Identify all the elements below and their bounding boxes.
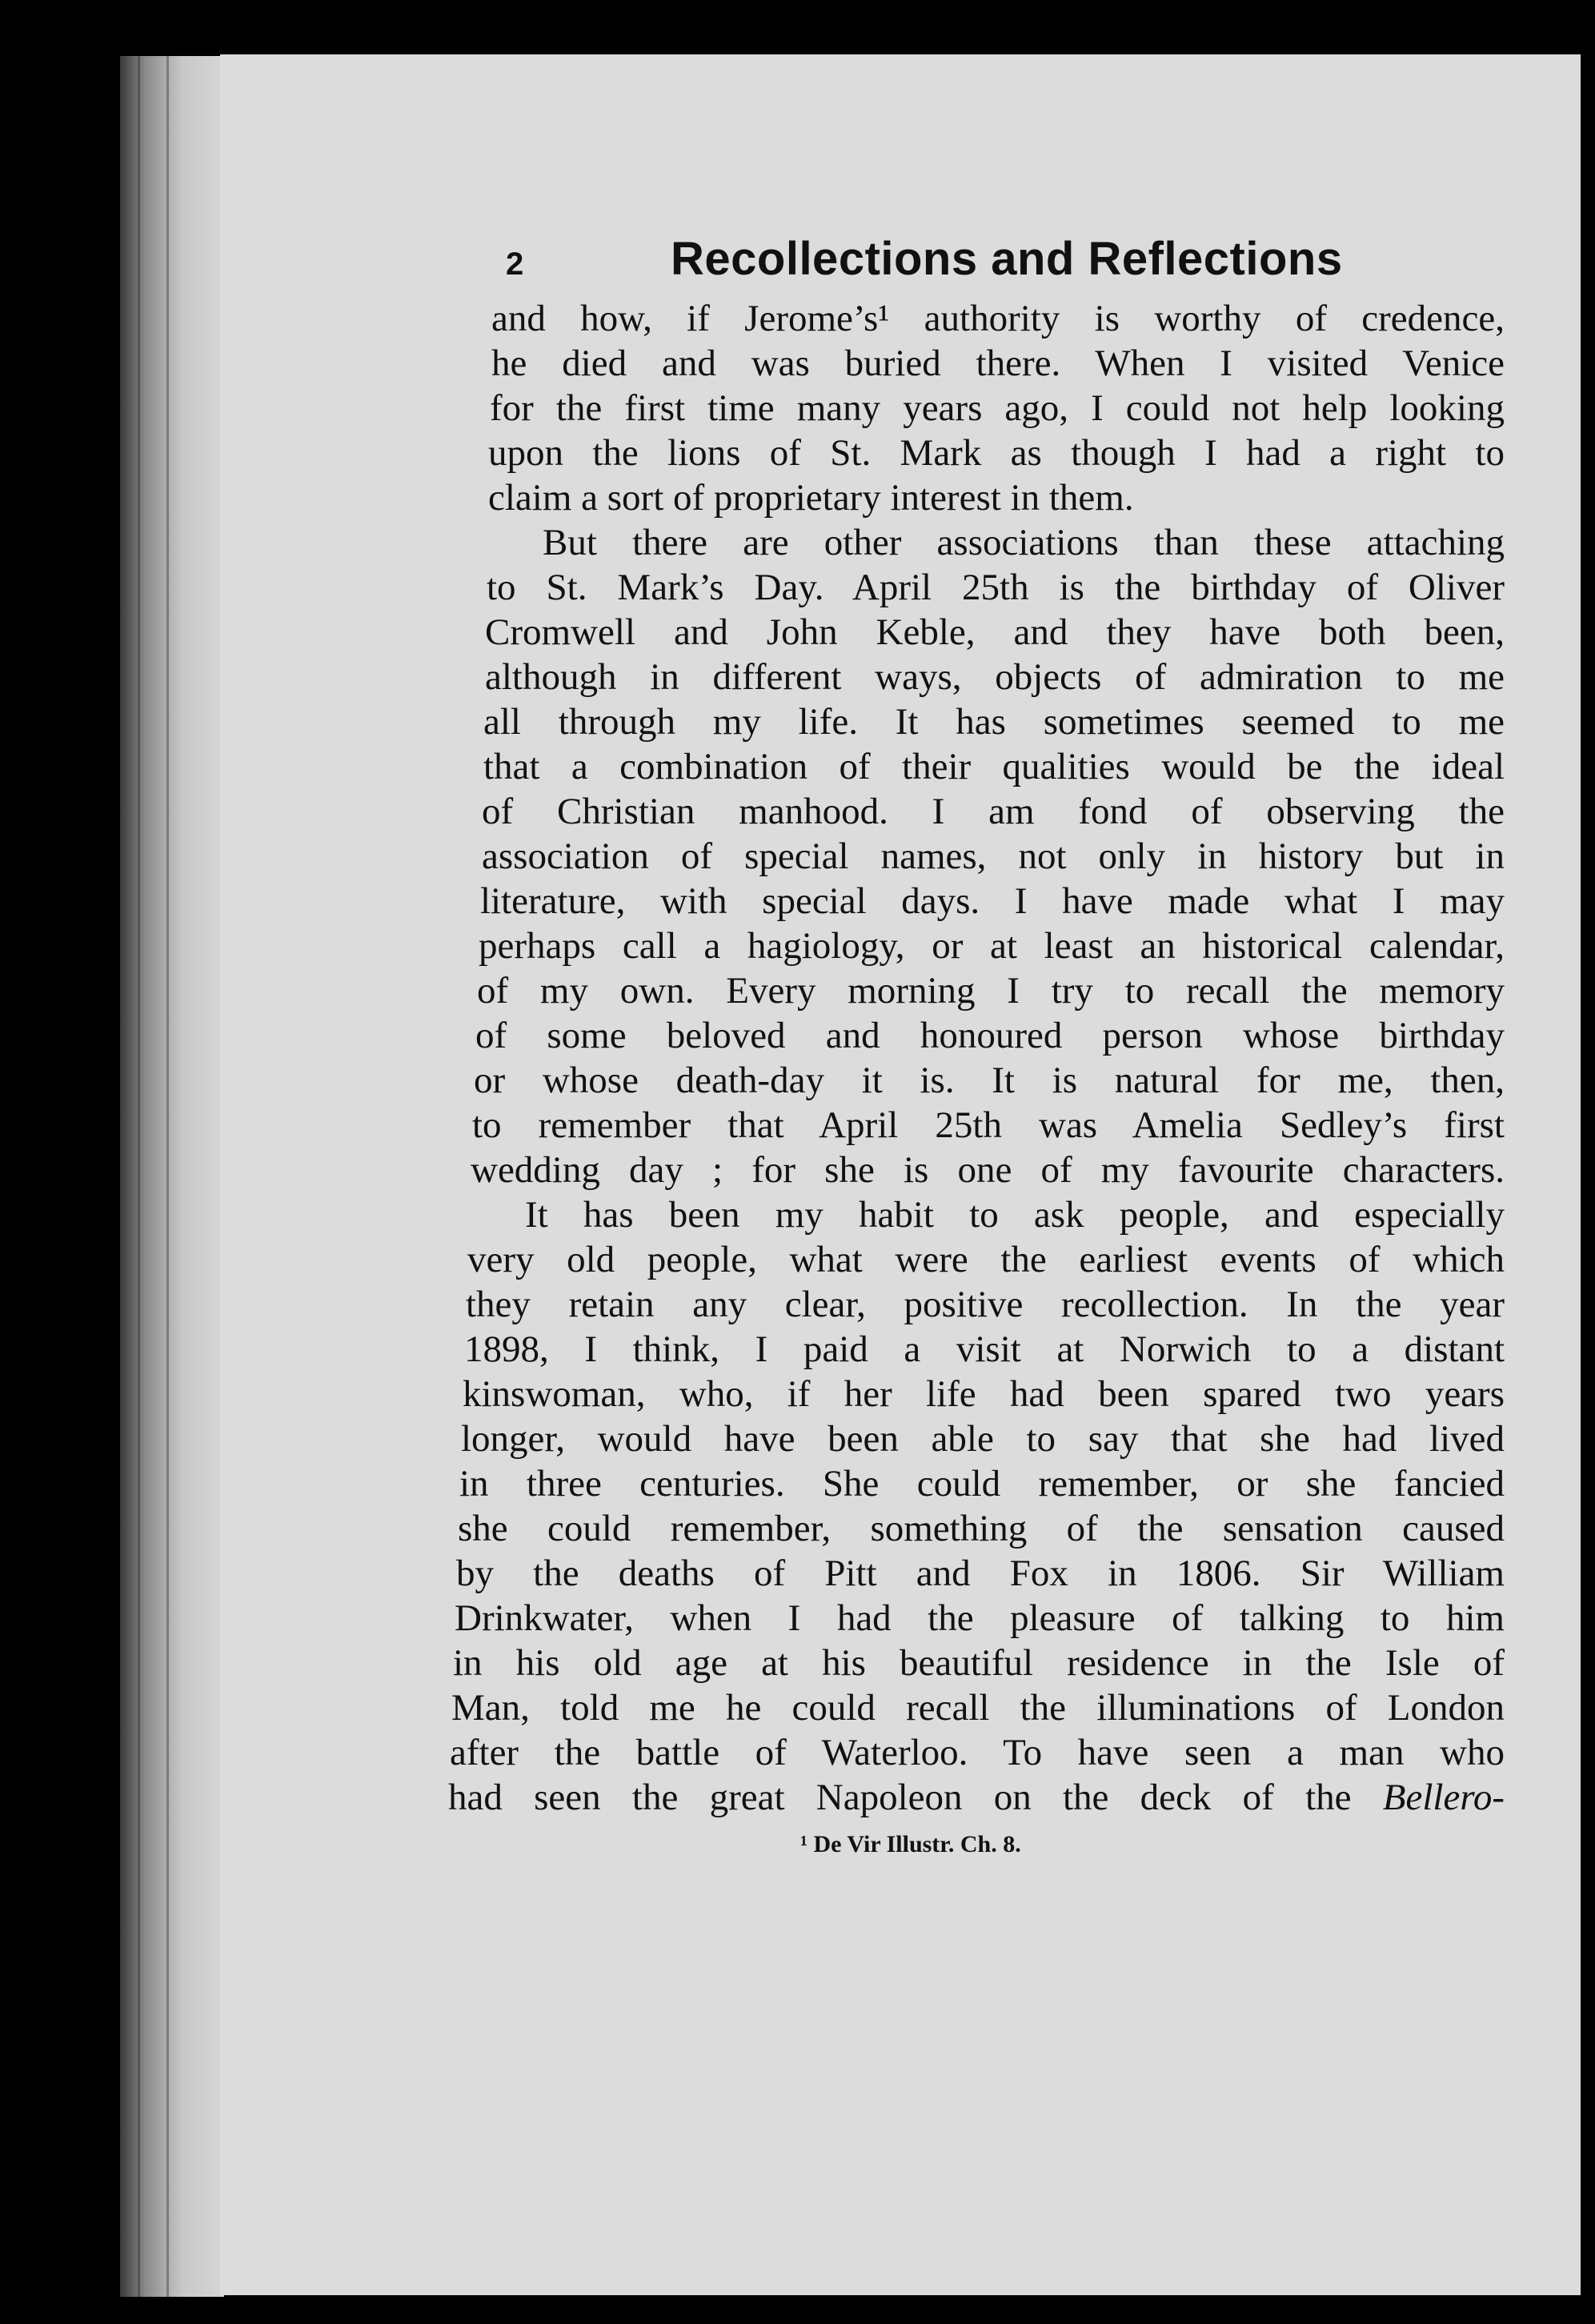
text-line: literature, with special days. I have made what I may — [480, 880, 1505, 922]
spine-edge-line — [166, 56, 169, 2297]
page-header — [464, 232, 1505, 296]
text-line: perhaps call a hagiology, or at least an historical calendar, — [479, 925, 1505, 967]
text-line: all through my life. It has sometimes seemed to me — [483, 701, 1505, 743]
text-line: Drinkwater, when I had the pleasure of talking to him — [455, 1597, 1505, 1639]
text-line: to remember that April 25th was Amelia Sedley’s first — [472, 1104, 1505, 1146]
text-line: association of special names, not only in history but in — [482, 835, 1505, 877]
text-line: upon the lions of St. Mark as though I had a right to — [488, 432, 1505, 474]
scan-speck — [552, 18, 560, 24]
text-line: It has been my habit to ask people, and especially — [525, 1194, 1505, 1236]
text-line: and how, if Jerome’s¹ authority is worthy of credence, — [491, 298, 1505, 339]
text-line: of my own. Every morning I try to recall the memory — [477, 970, 1505, 1012]
text-line: in three centuries. She could remember, or she fancied — [459, 1463, 1505, 1505]
text-line: of Christian manhood. I am fond of observing the — [482, 791, 1505, 832]
text-line: But there are other associations than these attaching — [543, 522, 1505, 563]
text-line-last — [448, 1775, 1505, 1820]
text-line: or whose death-day it is. It is natural for me, then, — [474, 1060, 1505, 1101]
text-line: Man, told me he could recall the illuminations of London — [451, 1687, 1505, 1729]
running-head: Recollections and Reflections — [671, 233, 1343, 285]
text-line: she could remember, something of the sensation caused — [458, 1508, 1505, 1549]
text-line: wedding day ; for she is one of my favourite characters. — [471, 1149, 1505, 1191]
body-text — [448, 296, 1505, 1820]
text-line: Cromwell and John Keble, and they have both been, — [485, 611, 1505, 653]
text-line: to St. Mark’s Day. April 25th is the birthday of Oliver — [487, 567, 1505, 608]
text-line: 1898, I think, I paid a visit at Norwich to a distant — [464, 1328, 1505, 1370]
text-line-italic-tail: Bellero- — [1382, 1777, 1505, 1818]
page-number: 2 — [506, 246, 524, 282]
text-line: they retain any clear, positive recollection. In the year — [466, 1284, 1505, 1325]
text-line: for the first time many years ago, I could not help looking — [490, 387, 1505, 429]
text-line: very old people, what were the earliest events of which — [467, 1239, 1505, 1280]
footnote: ¹ De Vir Illustr. Ch. 8. — [800, 1831, 1021, 1857]
text-line: claim a sort of proprietary interest in them. — [488, 477, 1134, 519]
text-line: he died and was buried there. When I visited Venice — [491, 343, 1505, 384]
text-line: longer, would have been able to say that she had lived — [461, 1418, 1505, 1460]
text-line: that a combination of their qualities would be the ideal — [483, 746, 1505, 787]
text-line-main: had seen the great Napoleon on the deck of the — [448, 1777, 1352, 1818]
text-line: after the battle of Waterloo. To have seen a man who — [450, 1732, 1505, 1773]
spine-edge-line — [138, 56, 140, 2297]
text-line: although in different ways, objects of admiration to me — [485, 656, 1505, 698]
page-content — [448, 232, 1505, 1858]
text-line: by the deaths of Pitt and Fox in 1806. Sir William — [456, 1553, 1505, 1594]
text-line: in his old age at his beautiful residence in the Isle of — [453, 1642, 1505, 1684]
text-line: kinswoman, who, if her life had been spared two years — [463, 1373, 1505, 1415]
text-line: of some beloved and honoured person whose birthday — [475, 1015, 1505, 1056]
book-spine — [120, 56, 224, 2297]
